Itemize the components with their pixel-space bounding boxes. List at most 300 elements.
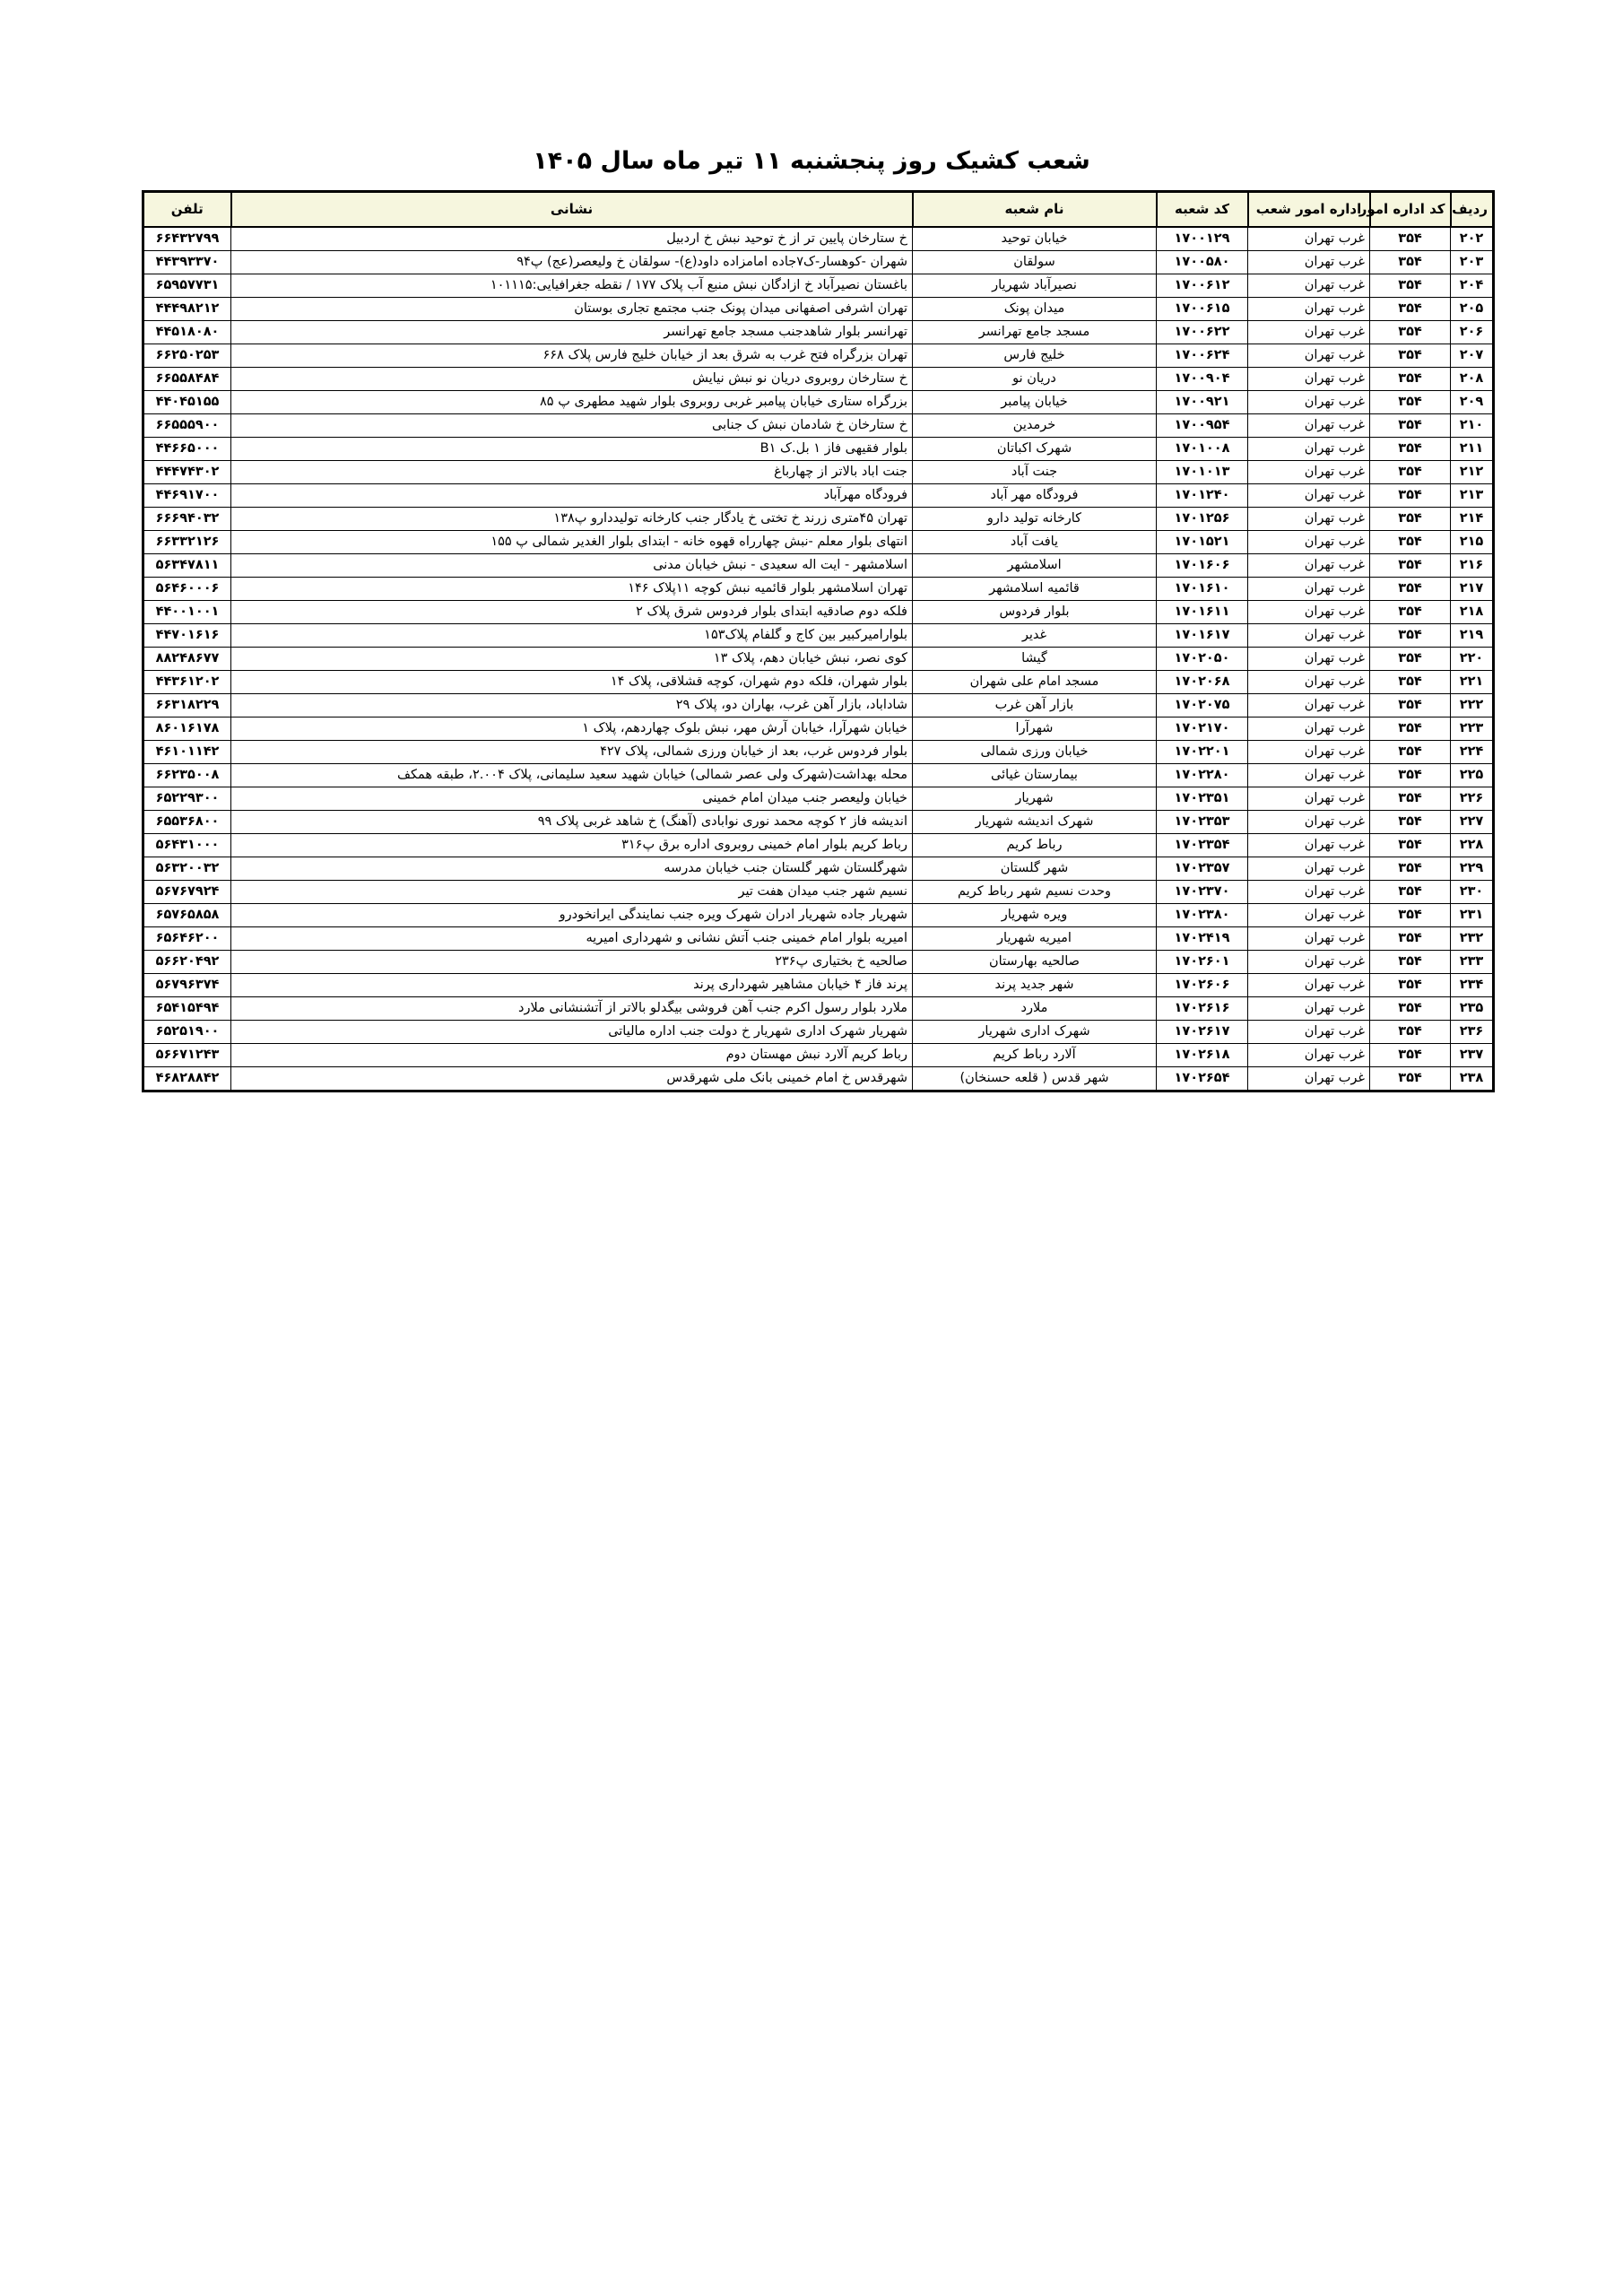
phone-cell: ۸۸۲۴۸۶۷۷: [143, 648, 231, 671]
row-number: ۲۰۷: [1451, 344, 1494, 368]
office-cell: غرب تهران: [1248, 274, 1370, 298]
office-code-cell: ۳۵۴: [1370, 508, 1451, 531]
phone-cell: ۶۵۴۱۵۴۹۴: [143, 997, 231, 1021]
branch-name-cell: خلیج فارس: [913, 344, 1157, 368]
office-code-cell: ۳۵۴: [1370, 857, 1451, 881]
phone-cell: ۶۶۳۳۲۱۲۶: [143, 531, 231, 554]
row-number: ۲۱۹: [1451, 624, 1494, 648]
branch-code-cell: ۱۷۰۰۹۰۴: [1157, 368, 1248, 391]
table-header-row: [143, 192, 1494, 228]
table-row: [143, 741, 1494, 764]
table-row: [143, 578, 1494, 601]
branch-name-cell: نصیرآباد شهریار: [913, 274, 1157, 298]
phone-cell: ۵۶۶۲۰۴۹۲: [143, 951, 231, 974]
office-code-cell: ۳۵۴: [1370, 1067, 1451, 1091]
branch-name-cell: خیابان توحید: [913, 227, 1157, 251]
office-code-cell: ۳۵۴: [1370, 321, 1451, 344]
phone-cell: ۴۴۴۹۸۲۱۲: [143, 298, 231, 321]
table-row: [143, 601, 1494, 624]
table-body: [143, 227, 1494, 1091]
row-number: ۲۱۲: [1451, 461, 1494, 484]
branch-name-cell: شهرک اکباتان: [913, 438, 1157, 461]
branch-code-cell: ۱۷۰۱۲۴۰: [1157, 484, 1248, 508]
branch-code-cell: ۱۷۰۱۶۰۶: [1157, 554, 1248, 578]
branch-code-cell: ۱۷۰۰۶۱۲: [1157, 274, 1248, 298]
branch-name-cell: رباط کریم: [913, 834, 1157, 857]
address-cell: بلوار فردوس غرب، بعد از خیابان ورزی شمالی، پلاک ۴۲۷: [231, 741, 913, 764]
table-row: [143, 438, 1494, 461]
office-cell: غرب تهران: [1248, 601, 1370, 624]
branch-code-cell: ۱۷۰۲۶۱۶: [1157, 997, 1248, 1021]
office-code-cell: ۳۵۴: [1370, 648, 1451, 671]
row-number: ۲۱۵: [1451, 531, 1494, 554]
branch-name-cell: شهرآرا: [913, 718, 1157, 741]
office-cell: غرب تهران: [1248, 554, 1370, 578]
office-cell: غرب تهران: [1248, 834, 1370, 857]
row-number: ۲۳۱: [1451, 904, 1494, 927]
row-number: ۲۲۰: [1451, 648, 1494, 671]
branch-code-cell: ۱۷۰۲۳۵۴: [1157, 834, 1248, 857]
office-cell: غرب تهران: [1248, 974, 1370, 997]
row-number: ۲۳۴: [1451, 974, 1494, 997]
row-number: ۲۳۳: [1451, 951, 1494, 974]
table-row: [143, 321, 1494, 344]
office-cell: غرب تهران: [1248, 461, 1370, 484]
branch-code-cell: ۱۷۰۰۶۱۵: [1157, 298, 1248, 321]
header-office: اداره امور شعب: [1248, 192, 1370, 228]
table-row: [143, 648, 1494, 671]
row-number: ۲۳۷: [1451, 1044, 1494, 1067]
branch-code-cell: ۱۷۰۰۵۸۰: [1157, 251, 1248, 274]
row-number: ۲۱۸: [1451, 601, 1494, 624]
address-cell: شهریار شهرک اداری شهریار خ دولت جنب اداره مالیاتی: [231, 1021, 913, 1044]
branch-name-cell: بلوار فردوس: [913, 601, 1157, 624]
address-cell: خیابان ولیعصر جنب میدان امام خمینی: [231, 787, 913, 811]
branch-name-cell: میدان پونک: [913, 298, 1157, 321]
table-row: [143, 368, 1494, 391]
phone-cell: ۵۶۷۹۶۳۷۴: [143, 974, 231, 997]
office-code-cell: ۳۵۴: [1370, 1044, 1451, 1067]
branch-name-cell: غدیر: [913, 624, 1157, 648]
table-row: [143, 997, 1494, 1021]
branch-code-cell: ۱۷۰۱۰۱۳: [1157, 461, 1248, 484]
row-number: ۲۱۷: [1451, 578, 1494, 601]
address-cell: ملارد بلوار رسول اکرم جنب آهن فروشی بیگدلو بالاتر از آتشنشانی ملارد: [231, 997, 913, 1021]
header-office-code: کد اداره امور: [1370, 192, 1451, 228]
address-cell: فرودگاه مهرآباد: [231, 484, 913, 508]
office-cell: غرب تهران: [1248, 671, 1370, 694]
phone-cell: ۶۵۲۵۱۹۰۰: [143, 1021, 231, 1044]
row-number: ۲۲۹: [1451, 857, 1494, 881]
table-row: [143, 857, 1494, 881]
office-cell: غرب تهران: [1248, 718, 1370, 741]
branch-code-cell: ۱۷۰۱۵۲۱: [1157, 531, 1248, 554]
table-row: [143, 508, 1494, 531]
address-cell: تهرانسر بلوار شاهدجنب مسجد جامع تهرانسر: [231, 321, 913, 344]
office-code-cell: ۳۵۴: [1370, 344, 1451, 368]
phone-cell: ۴۴۶۶۵۰۰۰: [143, 438, 231, 461]
branch-code-cell: ۱۷۰۱۶۱۱: [1157, 601, 1248, 624]
address-cell: اندیشه فاز ۲ کوچه محمد نوری نوابادی (آهنگ) خ شاهد غربی پلاک ۹۹: [231, 811, 913, 834]
row-number: ۲۰۴: [1451, 274, 1494, 298]
branch-name-cell: مسجد امام علی شهران: [913, 671, 1157, 694]
address-cell: اسلامشهر - ایت اله سعیدی - نبش خیابان مدنی: [231, 554, 913, 578]
office-code-cell: ۳۵۴: [1370, 531, 1451, 554]
office-cell: غرب تهران: [1248, 624, 1370, 648]
office-code-cell: ۳۵۴: [1370, 718, 1451, 741]
table-row: [143, 414, 1494, 438]
branch-code-cell: ۱۷۰۲۳۵۳: [1157, 811, 1248, 834]
phone-cell: ۶۵۶۴۶۲۰۰: [143, 927, 231, 951]
row-number: ۲۳۰: [1451, 881, 1494, 904]
branch-code-cell: ۱۷۰۲۰۶۸: [1157, 671, 1248, 694]
address-cell: شهریار جاده شهریار ادران شهرک ویره جنب نمایندگی ایرانخودرو: [231, 904, 913, 927]
address-cell: پرند فاز ۴ خیابان مشاهیر شهرداری پرند: [231, 974, 913, 997]
phone-cell: ۶۶۵۵۵۹۰۰: [143, 414, 231, 438]
office-code-cell: ۳۵۴: [1370, 438, 1451, 461]
branch-name-cell: دریان نو: [913, 368, 1157, 391]
branch-name-cell: شهریار: [913, 787, 1157, 811]
row-number: ۲۱۴: [1451, 508, 1494, 531]
table-row: [143, 624, 1494, 648]
office-cell: غرب تهران: [1248, 414, 1370, 438]
table-row: [143, 904, 1494, 927]
branch-name-cell: قائمیه اسلامشهر: [913, 578, 1157, 601]
phone-cell: ۴۶۸۲۸۸۴۲: [143, 1067, 231, 1091]
branch-code-cell: ۱۷۰۲۶۱۸: [1157, 1044, 1248, 1067]
address-cell: محله بهداشت(شهرک ولی عصر شمالی) خیابان شهید سعید سلیمانی، پلاک ۲.۰۰۴، طبقه همکف: [231, 764, 913, 787]
phone-cell: ۴۴۵۱۸۰۸۰: [143, 321, 231, 344]
page-title: شعب کشیک روز پنجشنبه ۱۱ تیر ماه سال ۱۴۰۵: [533, 147, 1090, 175]
office-cell: غرب تهران: [1248, 251, 1370, 274]
office-cell: غرب تهران: [1248, 694, 1370, 718]
office-cell: غرب تهران: [1248, 578, 1370, 601]
branch-code-cell: ۱۷۰۰۶۲۴: [1157, 344, 1248, 368]
office-cell: غرب تهران: [1248, 1044, 1370, 1067]
address-cell: شهرگلستان شهر گلستان جنب خیابان مدرسه: [231, 857, 913, 881]
office-code-cell: ۳۵۴: [1370, 951, 1451, 974]
office-code-cell: ۳۵۴: [1370, 368, 1451, 391]
office-code-cell: ۳۵۴: [1370, 904, 1451, 927]
table-row: [143, 227, 1494, 251]
table-row: [143, 671, 1494, 694]
row-number: ۲۲۶: [1451, 787, 1494, 811]
address-cell: خ ستارخان روبروی دریان نو نبش نیایش: [231, 368, 913, 391]
address-cell: رباط کریم آلارد نبش مهستان دوم: [231, 1044, 913, 1067]
row-number: ۲۰۶: [1451, 321, 1494, 344]
table-row: [143, 531, 1494, 554]
address-cell: صالحیه خ بختیاری پ۲۳۶: [231, 951, 913, 974]
branch-code-cell: ۱۷۰۲۶۱۷: [1157, 1021, 1248, 1044]
address-cell: انتهای بلوار معلم -نبش چهارراه قهوه خانه - ابتدای بلوار الغدیر شمالی پ ۱۵۵: [231, 531, 913, 554]
phone-cell: ۵۶۴۳۱۰۰۰: [143, 834, 231, 857]
phone-cell: ۶۶۲۳۵۰۰۸: [143, 764, 231, 787]
branch-name-cell: شهر گلستان: [913, 857, 1157, 881]
office-code-cell: ۳۵۴: [1370, 1021, 1451, 1044]
branch-name-cell: بیمارستان غیائی: [913, 764, 1157, 787]
office-code-cell: ۳۵۴: [1370, 624, 1451, 648]
office-code-cell: ۳۵۴: [1370, 274, 1451, 298]
branch-code-cell: ۱۷۰۲۳۷۰: [1157, 881, 1248, 904]
office-cell: غرب تهران: [1248, 298, 1370, 321]
office-cell: غرب تهران: [1248, 787, 1370, 811]
row-number: ۲۳۶: [1451, 1021, 1494, 1044]
office-cell: غرب تهران: [1248, 484, 1370, 508]
phone-cell: ۴۴۰۴۵۱۵۵: [143, 391, 231, 414]
branch-code-cell: ۱۷۰۱۶۱۷: [1157, 624, 1248, 648]
address-cell: رباط کریم بلوار امام خمینی روبروی اداره برق پ۳۱۶: [231, 834, 913, 857]
office-code-cell: ۳۵۴: [1370, 461, 1451, 484]
office-code-cell: ۳۵۴: [1370, 391, 1451, 414]
office-code-cell: ۳۵۴: [1370, 298, 1451, 321]
office-code-cell: ۳۵۴: [1370, 787, 1451, 811]
row-number: ۲۲۸: [1451, 834, 1494, 857]
address-cell: خ ستارخان خ شادمان نبش ک جنابی: [231, 414, 913, 438]
office-code-cell: ۳۵۴: [1370, 694, 1451, 718]
header-radif: ردیف: [1451, 192, 1494, 228]
row-number: ۲۲۷: [1451, 811, 1494, 834]
table-row: [143, 554, 1494, 578]
office-code-cell: ۳۵۴: [1370, 251, 1451, 274]
table-row: [143, 881, 1494, 904]
branch-name-cell: شهرک اندیشه شهریار: [913, 811, 1157, 834]
row-number: ۲۱۱: [1451, 438, 1494, 461]
branch-name-cell: اسلامشهر: [913, 554, 1157, 578]
branch-code-cell: ۱۷۰۱۰۰۸: [1157, 438, 1248, 461]
phone-cell: ۵۶۳۲۰۰۳۲: [143, 857, 231, 881]
table-row: [143, 764, 1494, 787]
branch-name-cell: ملارد: [913, 997, 1157, 1021]
branch-name-cell: شهر قدس ( قلعه حسنخان): [913, 1067, 1157, 1091]
address-cell: باغستان نصیرآباد خ ازادگان نبش منبع آب پلاک ۱۷۷ / نقطه جغرافیایی:۱۰۱۱۱۵: [231, 274, 913, 298]
office-cell: غرب تهران: [1248, 764, 1370, 787]
office-code-cell: ۳۵۴: [1370, 811, 1451, 834]
address-cell: شهرقدس خ امام خمینی بانک ملی شهرقدس: [231, 1067, 913, 1091]
table-row: [143, 1067, 1494, 1091]
branch-name-cell: سولقان: [913, 251, 1157, 274]
phone-cell: ۴۴۰۰۱۰۰۱: [143, 601, 231, 624]
office-cell: غرب تهران: [1248, 741, 1370, 764]
branch-code-cell: ۱۷۰۲۲۰۱: [1157, 741, 1248, 764]
branch-code-cell: ۱۷۰۲۳۸۰: [1157, 904, 1248, 927]
address-cell: کوی نصر، نبش خیابان دهم، پلاک ۱۳: [231, 648, 913, 671]
address-cell: شهران -کوهسار-ک۷جاده امامزاده داود(ع)- سولقان خ ولیعصر(عج) پ۹۴: [231, 251, 913, 274]
branch-code-cell: ۱۷۰۰۹۵۴: [1157, 414, 1248, 438]
header-branch-name: نام شعبه: [913, 192, 1157, 228]
row-number: ۲۳۸: [1451, 1067, 1494, 1091]
branch-code-cell: ۱۷۰۰۹۲۱: [1157, 391, 1248, 414]
table-row: [143, 951, 1494, 974]
table-row: [143, 391, 1494, 414]
phone-cell: ۶۵۹۵۷۷۳۱: [143, 274, 231, 298]
address-cell: جنت اباد بالاتر از چهارباغ: [231, 461, 913, 484]
row-number: ۲۳۲: [1451, 927, 1494, 951]
branch-code-cell: ۱۷۰۱۲۵۶: [1157, 508, 1248, 531]
table-row: [143, 1021, 1494, 1044]
branch-name-cell: خیابان پیامبر: [913, 391, 1157, 414]
phone-cell: ۶۶۵۵۸۴۸۴: [143, 368, 231, 391]
row-number: ۲۱۶: [1451, 554, 1494, 578]
phone-cell: ۶۶۶۹۴۰۳۲: [143, 508, 231, 531]
phone-cell: ۵۶۶۷۱۲۴۳: [143, 1044, 231, 1067]
phone-cell: ۶۶۳۱۸۲۲۹: [143, 694, 231, 718]
office-cell: غرب تهران: [1248, 368, 1370, 391]
phone-cell: ۵۶۳۴۷۸۱۱: [143, 554, 231, 578]
branch-code-cell: ۱۷۰۲۶۰۶: [1157, 974, 1248, 997]
branch-name-cell: گیشا: [913, 648, 1157, 671]
address-cell: فلکه دوم صادقیه ابتدای بلوار فردوس شرق پلاک ۲: [231, 601, 913, 624]
phone-cell: ۵۶۷۶۷۹۲۴: [143, 881, 231, 904]
header-address: نشانی: [231, 192, 913, 228]
row-number: ۲۰۲: [1451, 227, 1494, 251]
address-cell: تهران اشرفی اصفهانی میدان پونک جنب مجتمع تجاری بوستان: [231, 298, 913, 321]
branch-code-cell: ۱۷۰۲۶۵۴: [1157, 1067, 1248, 1091]
phone-cell: ۴۴۳۶۱۲۰۲: [143, 671, 231, 694]
office-cell: غرب تهران: [1248, 927, 1370, 951]
table-row: [143, 461, 1494, 484]
office-cell: غرب تهران: [1248, 951, 1370, 974]
address-cell: بلوار شهران، فلکه دوم شهران، کوچه قشلاقی، پلاک ۱۴: [231, 671, 913, 694]
branch-code-cell: ۱۷۰۲۰۷۵: [1157, 694, 1248, 718]
address-cell: بزرگراه ستاری خیابان پیامبر غربی روبروی بلوار شهید مطهری پ ۸۵: [231, 391, 913, 414]
branch-code-cell: ۱۷۰۲۳۵۱: [1157, 787, 1248, 811]
branch-name-cell: شهرک اداری شهریار: [913, 1021, 1157, 1044]
address-cell: تهران ۴۵متری زرند خ تختی خ یادگار جنب کارخانه تولیددارو پ۱۳۸: [231, 508, 913, 531]
row-number: ۲۲۲: [1451, 694, 1494, 718]
office-code-cell: ۳۵۴: [1370, 927, 1451, 951]
row-number: ۲۳۵: [1451, 997, 1494, 1021]
branch-code-cell: ۱۷۰۲۳۵۷: [1157, 857, 1248, 881]
phone-cell: ۶۵۷۶۵۸۵۸: [143, 904, 231, 927]
office-code-cell: ۳۵۴: [1370, 671, 1451, 694]
branch-name-cell: خرمدین: [913, 414, 1157, 438]
row-number: ۲۲۴: [1451, 741, 1494, 764]
office-code-cell: ۳۵۴: [1370, 578, 1451, 601]
branch-code-cell: ۱۷۰۲۰۵۰: [1157, 648, 1248, 671]
phone-cell: ۴۶۱۰۱۱۴۲: [143, 741, 231, 764]
table-row: [143, 484, 1494, 508]
branch-name-cell: صالحیه بهارستان: [913, 951, 1157, 974]
office-code-cell: ۳۵۴: [1370, 227, 1451, 251]
row-number: ۲۰۸: [1451, 368, 1494, 391]
phone-cell: ۶۶۴۳۲۷۹۹: [143, 227, 231, 251]
office-cell: غرب تهران: [1248, 881, 1370, 904]
phone-cell: ۶۵۲۲۹۳۰۰: [143, 787, 231, 811]
address-cell: خ ستارخان پایین تر از خ توحید نبش خ اردبیل: [231, 227, 913, 251]
table-row: [143, 1044, 1494, 1067]
address-cell: نسیم شهر جنب میدان هفت تیر: [231, 881, 913, 904]
table-row: [143, 274, 1494, 298]
office-code-cell: ۳۵۴: [1370, 414, 1451, 438]
branch-code-cell: ۱۷۰۰۱۲۹: [1157, 227, 1248, 251]
address-cell: شاداباد، بازار آهن غرب، بهاران دو، پلاک ۲۹: [231, 694, 913, 718]
row-number: ۲۲۱: [1451, 671, 1494, 694]
table-row: [143, 694, 1494, 718]
office-cell: غرب تهران: [1248, 391, 1370, 414]
office-code-cell: ۳۵۴: [1370, 554, 1451, 578]
table-row: [143, 718, 1494, 741]
phone-cell: ۵۶۴۶۰۰۰۶: [143, 578, 231, 601]
office-code-cell: ۳۵۴: [1370, 834, 1451, 857]
address-cell: تهران اسلامشهر بلوار قائمیه نبش کوچه ۱۱پلاک ۱۴۶: [231, 578, 913, 601]
address-cell: امیریه بلوار امام خمینی جنب آتش نشانی و شهرداری امیریه: [231, 927, 913, 951]
branch-name-cell: شهر جدید پرند: [913, 974, 1157, 997]
branch-name-cell: امیریه شهریار: [913, 927, 1157, 951]
office-cell: غرب تهران: [1248, 321, 1370, 344]
branch-name-cell: کارخانه تولید دارو: [913, 508, 1157, 531]
office-cell: غرب تهران: [1248, 531, 1370, 554]
office-cell: غرب تهران: [1248, 1021, 1370, 1044]
row-number: ۲۱۰: [1451, 414, 1494, 438]
office-cell: غرب تهران: [1248, 344, 1370, 368]
branch-name-cell: بازار آهن غرب: [913, 694, 1157, 718]
office-cell: غرب تهران: [1248, 227, 1370, 251]
phone-cell: ۴۴۴۷۴۳۰۲: [143, 461, 231, 484]
branch-name-cell: جنت آباد: [913, 461, 1157, 484]
row-number: ۲۲۵: [1451, 764, 1494, 787]
branch-name-cell: فرودگاه مهر آباد: [913, 484, 1157, 508]
office-code-cell: ۳۵۴: [1370, 484, 1451, 508]
row-number: ۲۰۹: [1451, 391, 1494, 414]
row-number: ۲۲۳: [1451, 718, 1494, 741]
row-number: ۲۰۵: [1451, 298, 1494, 321]
table-row: [143, 927, 1494, 951]
branch-name-cell: وحدت نسیم شهر رباط کریم: [913, 881, 1157, 904]
office-code-cell: ۳۵۴: [1370, 997, 1451, 1021]
phone-cell: ۶۵۵۳۶۸۰۰: [143, 811, 231, 834]
branch-code-cell: ۱۷۰۲۲۸۰: [1157, 764, 1248, 787]
office-code-cell: ۳۵۴: [1370, 974, 1451, 997]
table-row: [143, 787, 1494, 811]
office-code-cell: ۳۵۴: [1370, 601, 1451, 624]
table-row: [143, 974, 1494, 997]
branch-code-cell: ۱۷۰۲۶۰۱: [1157, 951, 1248, 974]
table-row: [143, 251, 1494, 274]
row-number: ۲۱۳: [1451, 484, 1494, 508]
phone-cell: ۴۴۶۹۱۷۰۰: [143, 484, 231, 508]
branch-code-cell: ۱۷۰۲۱۷۰: [1157, 718, 1248, 741]
branch-table: [142, 190, 1495, 1092]
table-row: [143, 298, 1494, 321]
table-row: [143, 344, 1494, 368]
branch-code-cell: ۱۷۰۲۴۱۹: [1157, 927, 1248, 951]
branch-name-cell: یافت آباد: [913, 531, 1157, 554]
phone-cell: ۶۶۲۵۰۲۵۳: [143, 344, 231, 368]
table-row: [143, 811, 1494, 834]
phone-cell: ۴۴۷۰۱۶۱۶: [143, 624, 231, 648]
branch-name-cell: مسجد جامع تهرانسر: [913, 321, 1157, 344]
branch-name-cell: خیابان ورزی شمالی: [913, 741, 1157, 764]
address-cell: خیابان شهرآرا، خیابان آرش مهر، نبش بلوک چهاردهم، پلاک ۱: [231, 718, 913, 741]
office-cell: غرب تهران: [1248, 648, 1370, 671]
office-cell: غرب تهران: [1248, 997, 1370, 1021]
office-cell: غرب تهران: [1248, 904, 1370, 927]
office-cell: غرب تهران: [1248, 508, 1370, 531]
header-branch-code: کد شعبه: [1157, 192, 1248, 228]
office-cell: غرب تهران: [1248, 1067, 1370, 1091]
office-cell: غرب تهران: [1248, 811, 1370, 834]
branch-name-cell: ویره شهریار: [913, 904, 1157, 927]
office-cell: غرب تهران: [1248, 438, 1370, 461]
branch-name-cell: آلارد رباط کریم: [913, 1044, 1157, 1067]
office-code-cell: ۳۵۴: [1370, 764, 1451, 787]
branch-code-cell: ۱۷۰۰۶۲۲: [1157, 321, 1248, 344]
address-cell: بلوار فقیهی فاز ۱ بل.ک B۱: [231, 438, 913, 461]
office-code-cell: ۳۵۴: [1370, 741, 1451, 764]
office-code-cell: ۳۵۴: [1370, 881, 1451, 904]
office-cell: غرب تهران: [1248, 857, 1370, 881]
branch-code-cell: ۱۷۰۱۶۱۰: [1157, 578, 1248, 601]
